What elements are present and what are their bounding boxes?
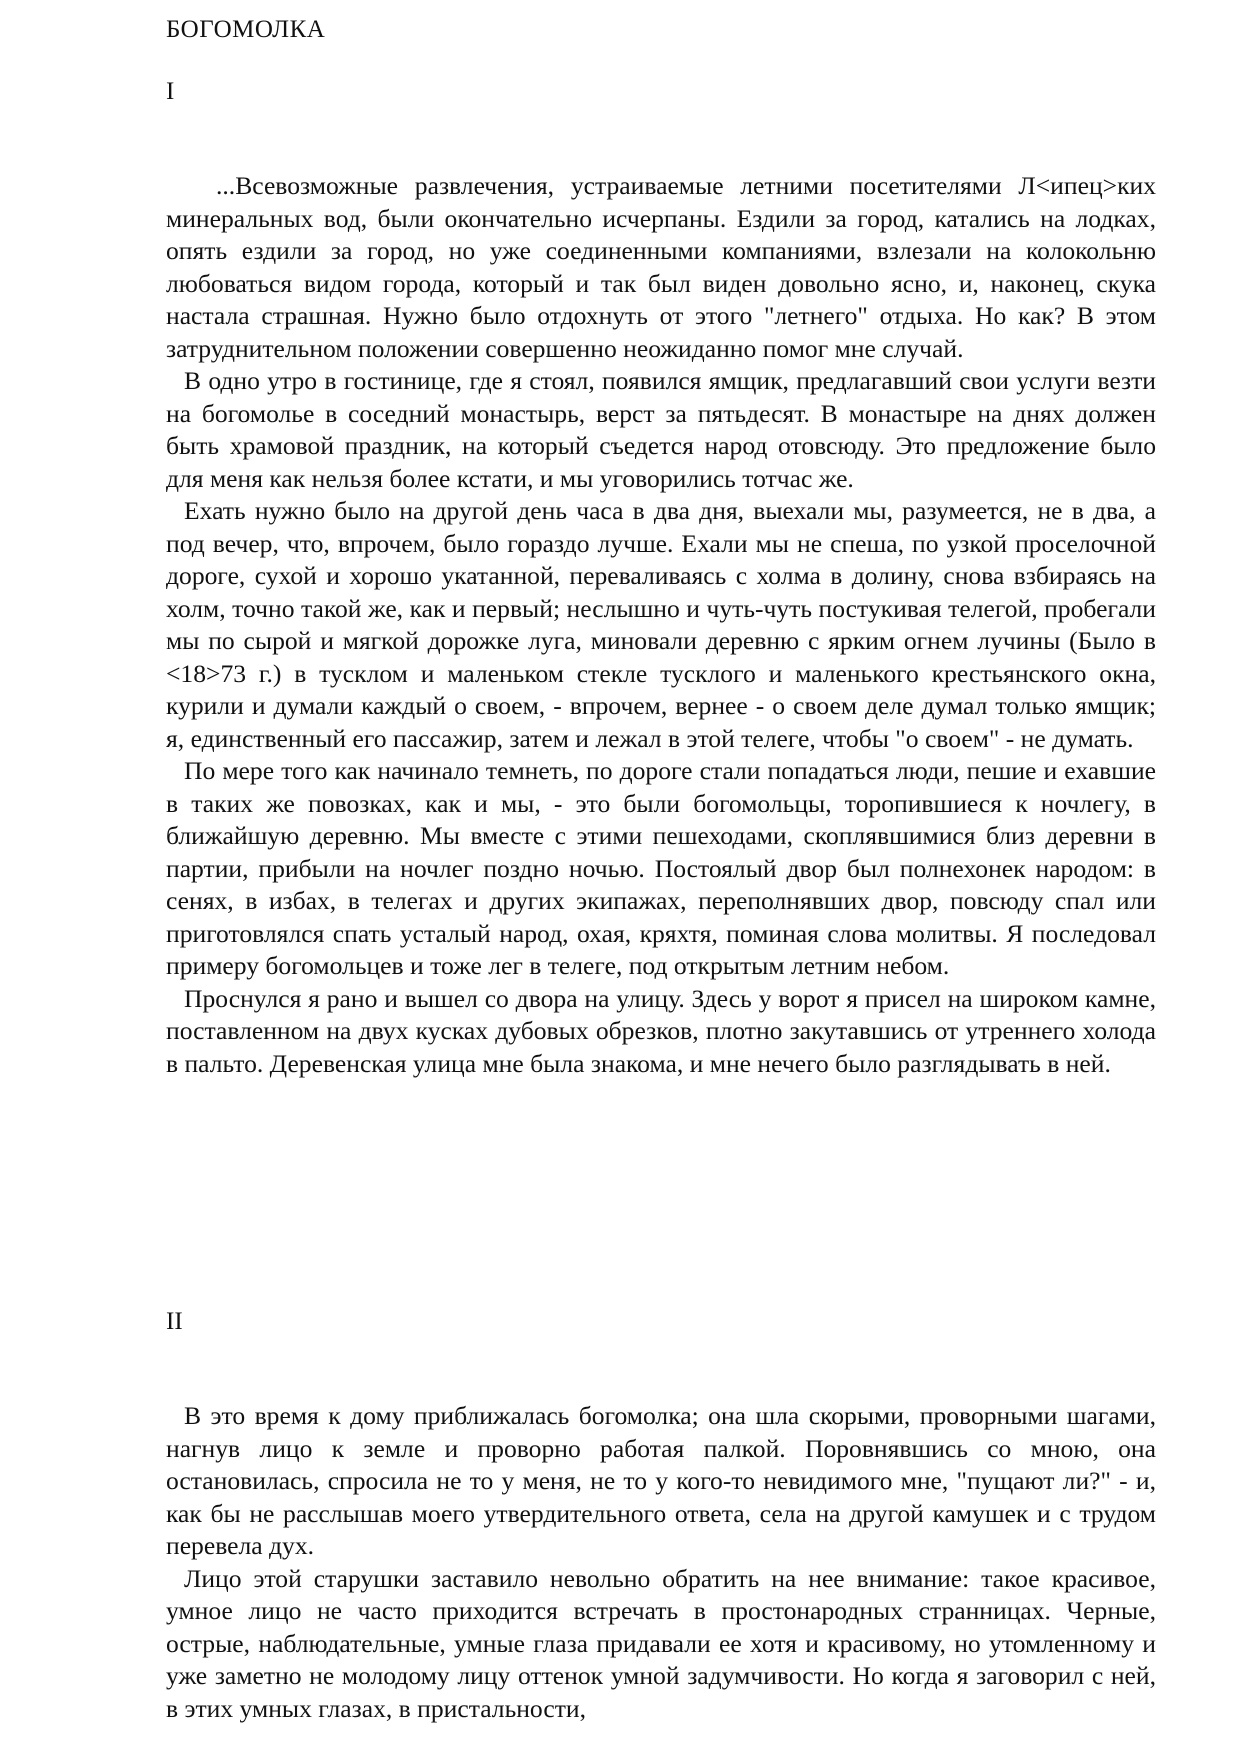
chapter-heading-2: II (166, 1308, 183, 1335)
chapter-heading-1: I (166, 78, 175, 105)
paragraph: ...Всевозможные развлечения, устраиваемые летними посетителями Л<ипец>ких минеральных вод, были окончательно исчерпаны. Ездили за город, катались на лодках, опять ездили за город, но уже соединенными компаниями, взлезали на колокольню любоваться видом города, который и так был виден довольно ясно, и, наконец, скука настала страшная. Нужно было отдохнуть от этого "летнего" отдыха. Но как? В этом затруднительном положении совершенно неожиданно помог мне случай. (166, 171, 1156, 363)
paragraph: Проснулся я рано и вышел со двора на улицу. Здесь у ворот я присел на широком камне, поставленном на двух кусках дубовых обрезков, плотно закутавшись от утреннего холода в пальто. Деревенская улица мне была знакома, и мне нечего было разглядывать в ней. (166, 983, 1156, 1078)
paragraph: В одно утро в гостинице, где я стоял, появился ямщик, предлагавший свои услуги везти на богомолье в соседний монастырь, верст за пятьдесят. В монастыре на днях должен быть храмовой праздник, на который съедется народ отовсюду. Это предложение было для меня как нельзя более кстати, и мы уговорились тотчас же. (166, 366, 1156, 493)
chapter-body-1 (166, 170, 1156, 1080)
chapter-body-2 (166, 1400, 1156, 1725)
document-title: БОГОМОЛКА (166, 16, 326, 43)
paragraph: По мере того как начинало темнеть, по дороге стали попадаться люди, пешие и ехавшие в таких же повозках, как и мы, - это были богомольцы, торопившиеся к ночлегу, в ближайшую деревню. Мы вместе с этими пешеходами, скоплявшимися близ деревни в партии, прибыли на ночлег поздно ночью. Постоялый двор был полнехонек народом: в сенях, в избах, в телегах и других экипажах, переполнявших двор, повсюду спал или приготовлялся спать усталый народ, охая, кряхтя, поминая слова молитвы. Я последовал примеру богомольцев и тоже лег в телеге, под открытым летним небом. (166, 756, 1156, 980)
paragraph: В это время к дому приближалась богомолка; она шла скорыми, проворными шагами, нагнув лицо к земле и проворно работая палкой. Поровнявшись со мною, она остановилась, спросила не то у меня, не то у кого-то невидимого мне, "пущают ли?" - и, как бы не расслышав моего утвердительного ответа, села на другой камушек и с трудом перевела дух. (166, 1401, 1156, 1560)
paragraph: Ехать нужно было на другой день часа в два дня, выехали мы, разумеется, не в два, а под вечер, что, впрочем, было гораздо лучше. Ехали мы не спеша, по узкой проселочной дороге, сухой и хорошо укатанной, переваливаясь с холма в долину, снова взбираясь на холм, точно такой же, как и первый; неслышно и чуть-чуть постукивая телегой, пробегали мы по сырой и мягкой дорожке луга, миновали деревню с ярким огнем лучины (Было в <18>73 г.) в тусклом и маленьком стекле тусклого и маленького крестьянского окна, курили и думали каждый о своем, - впрочем, вернее - о своем деле думал только ямщик; я, единственный его пассажир, затем и лежал в этой телеге, чтобы "о своем" - не думать. (166, 496, 1156, 753)
paragraph: Лицо этой старушки заставило невольно обратить на нее внимание: такое красивое, умное лицо не часто приходится встречать в простонародных странницах. Черные, острые, наблюдательные, умные глаза придавали ее хотя и красивому, но утомленному и уже заметно не молодому лицу оттенок умной задумчивости. Но когда я заговорил с ней, в этих умных глазах, в пристальности, (166, 1563, 1156, 1723)
